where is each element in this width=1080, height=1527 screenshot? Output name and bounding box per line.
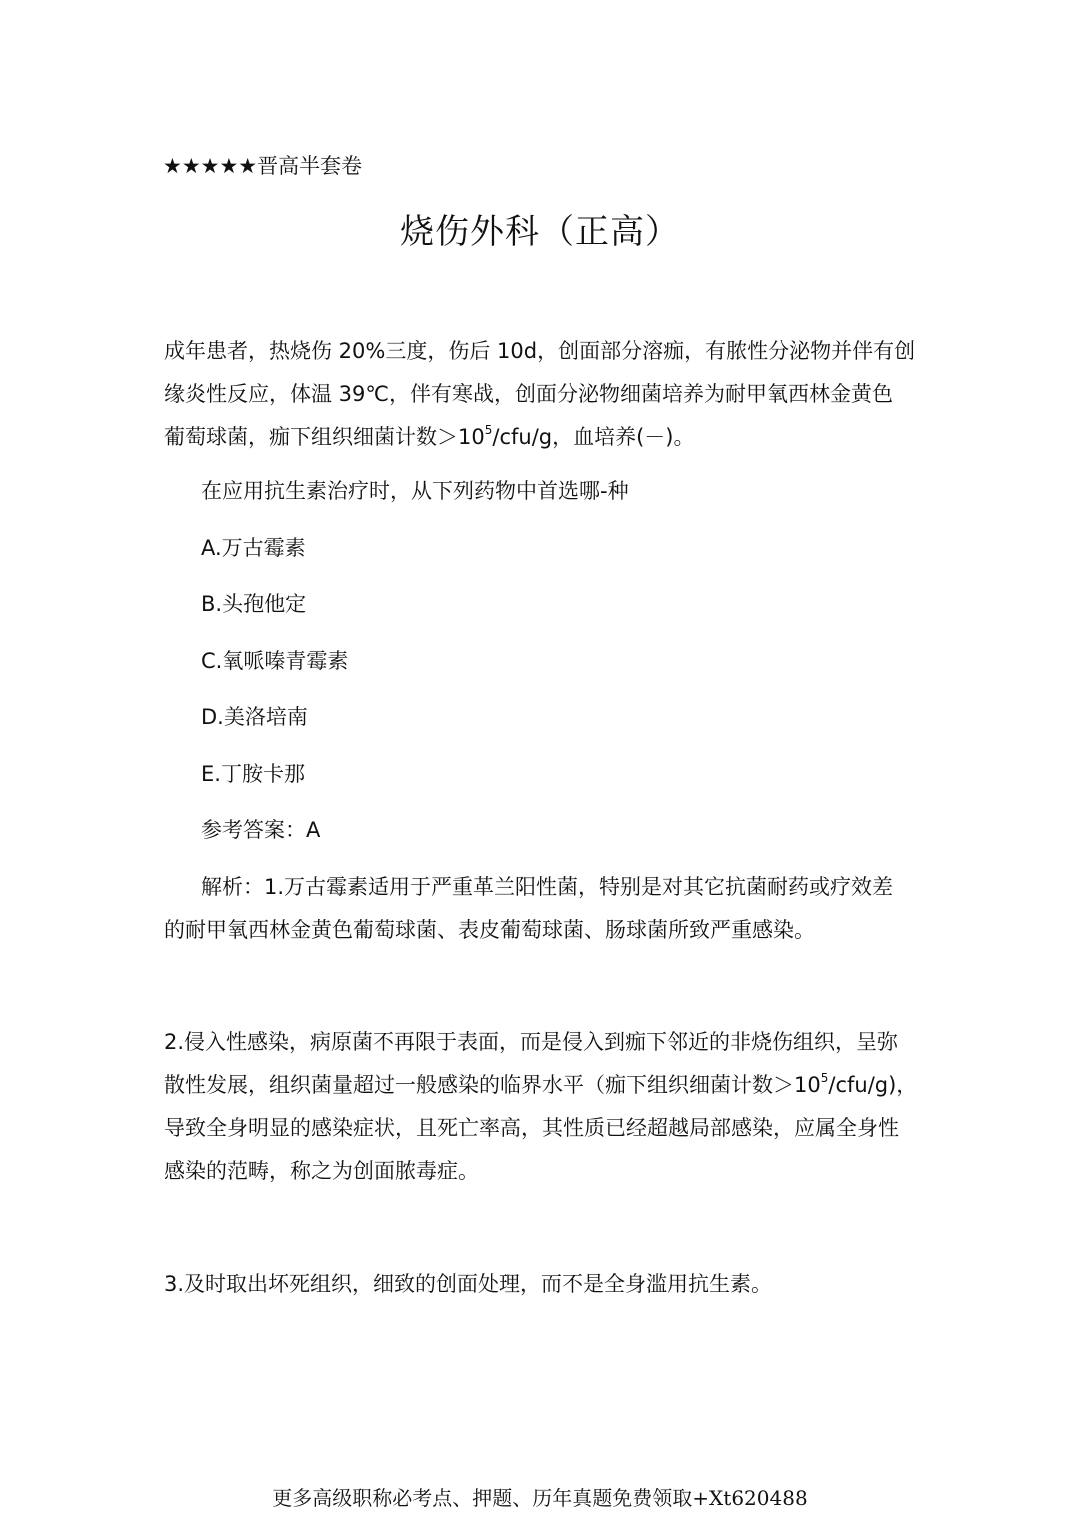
point2-line: 感染的范畴，称之为创面脓毒症。	[164, 1159, 479, 1183]
option-a: A.万古霉素	[201, 536, 306, 560]
footer-promo: 更多高级职称必考点、押题、历年真题免费领取+Xt620488	[272, 1486, 808, 1510]
question-stem	[164, 330, 924, 459]
point2-text: /cfu/g)，	[828, 1073, 918, 1097]
stem-line: 成年患者，热烧伤 20%三度，伤后 10d，创面部分溶痂，有脓性分泌物并伴有创	[164, 339, 916, 363]
analysis	[164, 866, 924, 952]
stem-line	[164, 416, 924, 459]
stem-line-text: /cfu/g，血培养(－)。	[492, 425, 695, 449]
page-title: 烧伤外科（正高）	[400, 212, 680, 252]
point2-line: 导致全身明显的感染症状，且死亡率高，其性质已经超越局部感染，应属全身性	[164, 1116, 899, 1140]
exam-badge: ★★★★★晋高半套卷	[163, 154, 363, 178]
stem-line: 缘炎性反应，体温 39℃，伴有寒战，创面分泌物细菌培养为耐甲氧西林金黄色	[164, 382, 893, 406]
option-e: E.丁胺卡那	[201, 762, 305, 786]
option-b: B.头孢他定	[201, 592, 307, 616]
option-d: D.美洛培南	[201, 705, 308, 729]
superscript: 5	[820, 1071, 829, 1085]
option-c: C.氧哌嗪青霉素	[201, 649, 349, 673]
reference-answer: 参考答案：A	[201, 818, 321, 842]
stem-line-text: 葡萄球菌，痂下组织细菌计数＞10	[164, 425, 485, 449]
question-prompt: 在应用抗生素治疗时，从下列药物中首选哪-种	[201, 479, 629, 503]
point2-line	[164, 1064, 924, 1107]
analysis-line: 的耐甲氧西林金黄色葡萄球菌、表皮葡萄球菌、肠球菌所致严重感染。	[164, 918, 815, 942]
point2-line: 2.侵入性感染，病原菌不再限于表面，而是侵入到痂下邻近的非烧伤组织，呈弥	[164, 1030, 899, 1054]
point2-text: 散性发展，组织菌量超过一般感染的临界水平（痂下组织细菌计数＞10	[164, 1073, 821, 1097]
analysis-point-2	[164, 1021, 924, 1193]
analysis-point-3: 3.及时取出坏死组织，细致的创面处理，而不是全身滥用抗生素。	[164, 1272, 773, 1296]
superscript: 5	[484, 423, 493, 437]
analysis-line: 解析：1.万古霉素适用于严重革兰阳性菌，特别是对其它抗菌耐药或疗效差	[201, 875, 894, 899]
